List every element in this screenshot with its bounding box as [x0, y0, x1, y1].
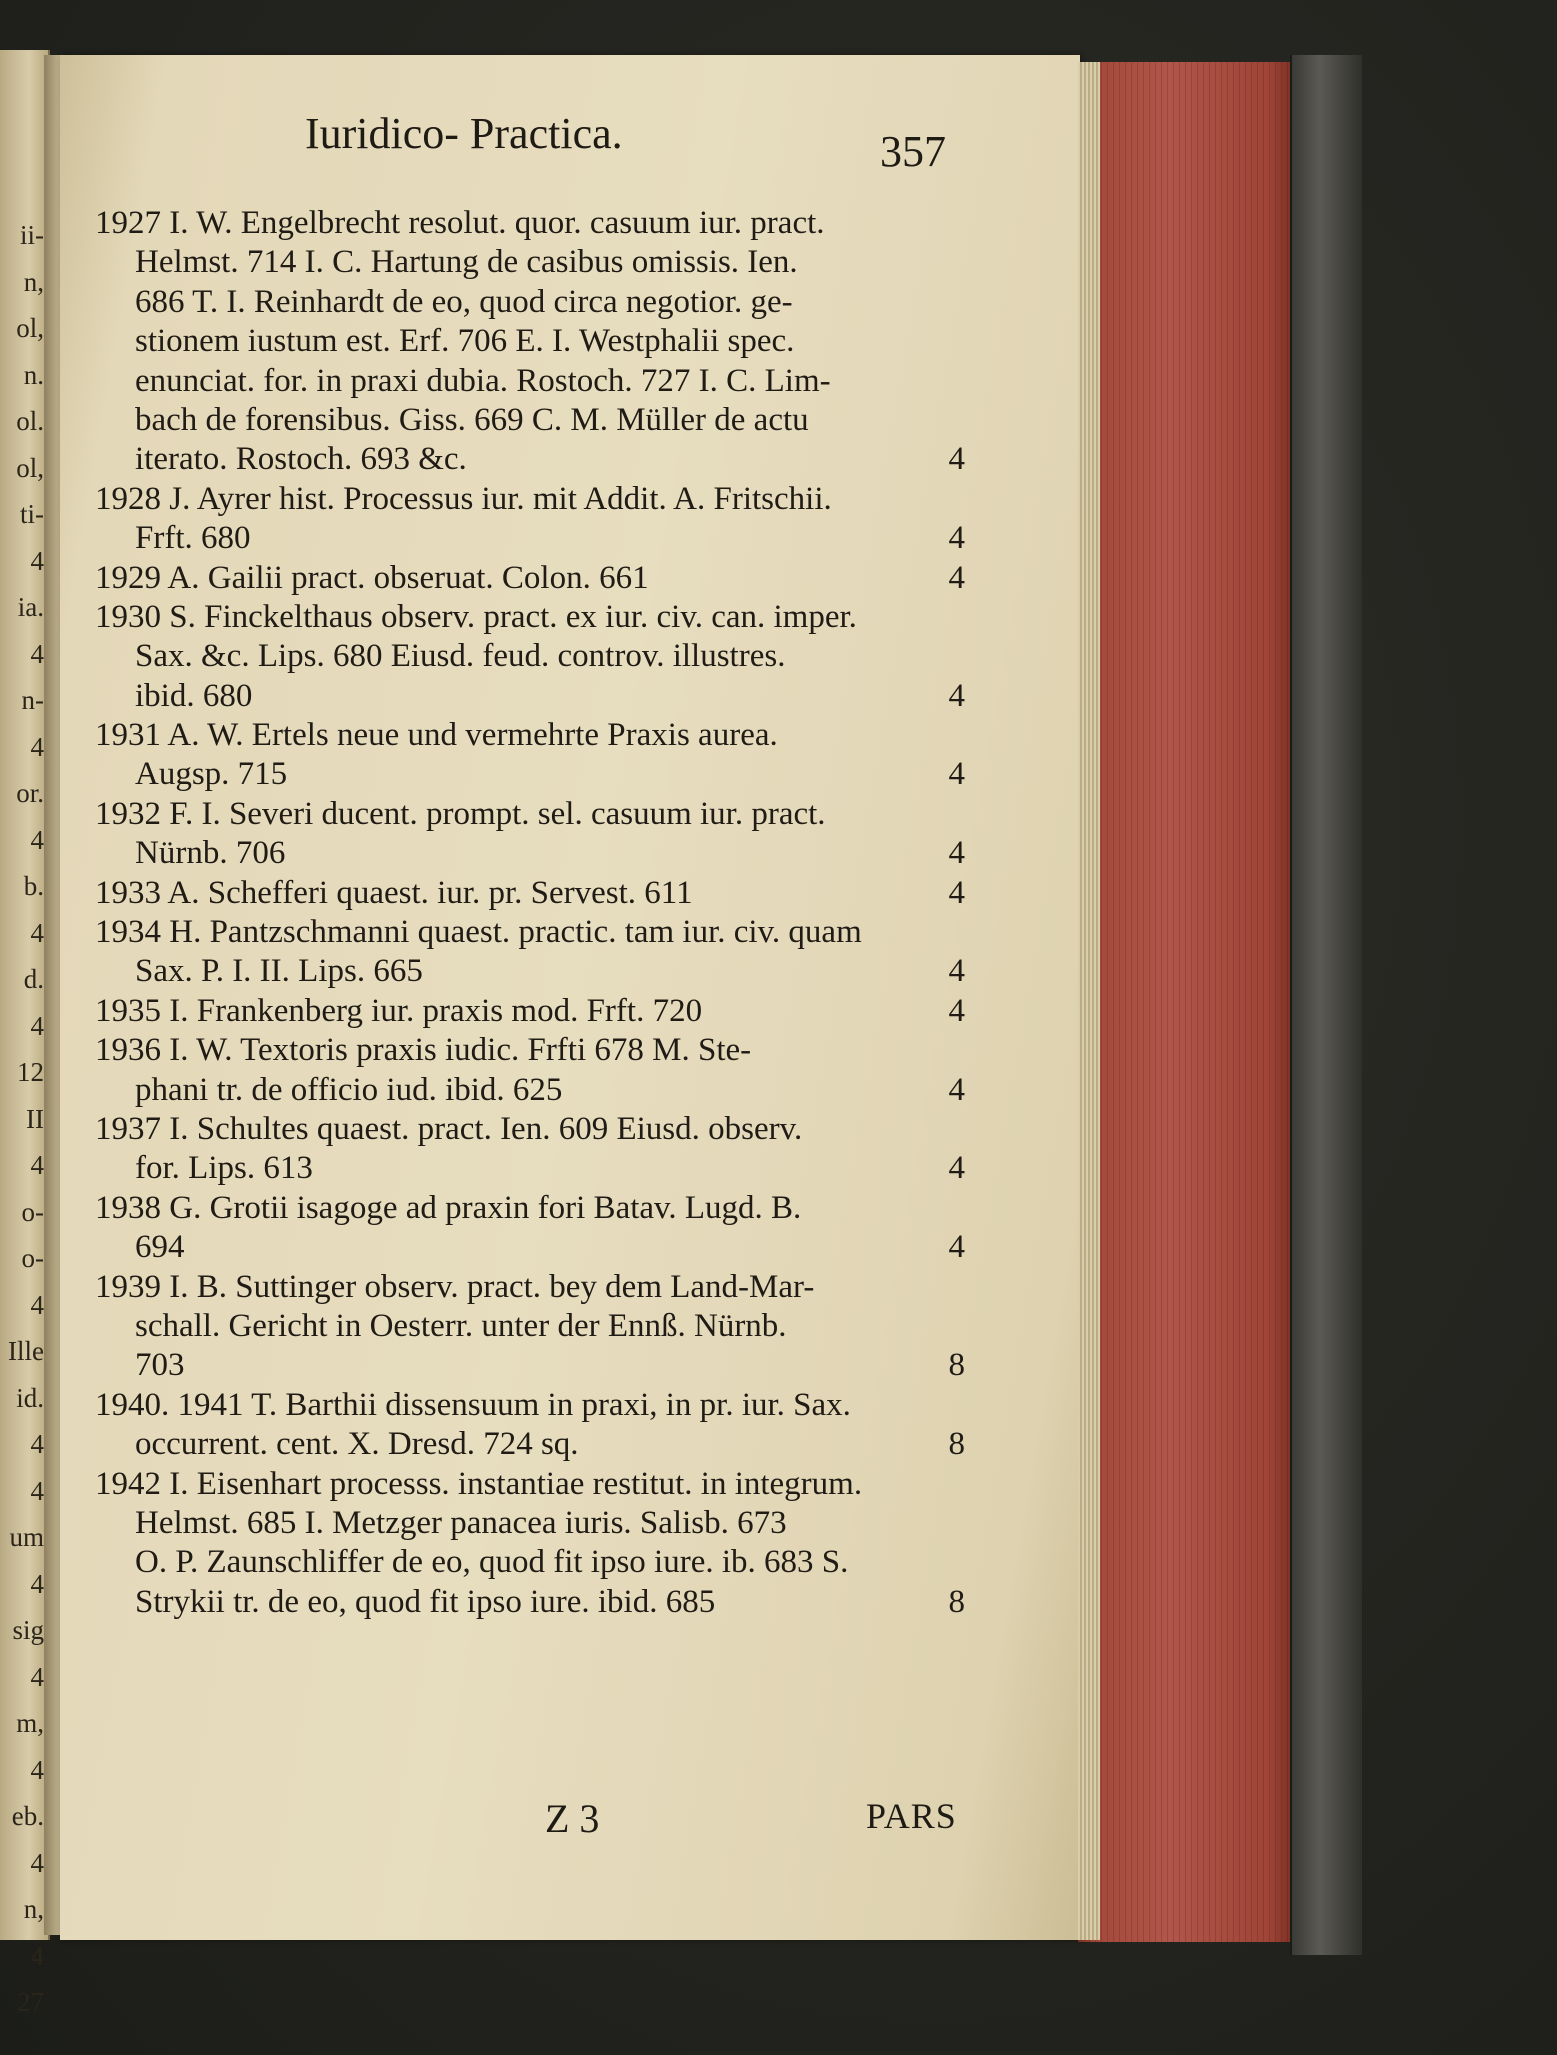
entry-price: 4 — [948, 1150, 965, 1187]
signature-mark: Z 3 — [545, 1796, 600, 1841]
facing-page-fragment: o- — [21, 1196, 44, 1227]
entry-line — [95, 244, 965, 283]
facing-page-fragment: ia. — [17, 592, 44, 622]
facing-page-fragment: 4 — [30, 1429, 44, 1459]
entry-line — [95, 835, 965, 874]
entry-text: 1927 I. W. Engelbrecht resolut. quor. casuum iur. pract. — [95, 205, 825, 241]
entry-line — [95, 1387, 965, 1426]
entry-price: 8 — [948, 1347, 965, 1384]
entry-price: 4 — [948, 953, 965, 990]
entry-line — [95, 481, 965, 520]
facing-page-fragment: 27 — [17, 1987, 44, 2017]
entry-line — [95, 402, 965, 441]
facing-page-fragment: n, — [23, 266, 44, 297]
facing-page-fragment: 4 — [30, 731, 44, 762]
entry-text: Strykii tr. de eo, quod fit ipso iure. ibid. 685 — [135, 1583, 716, 1620]
entry-text: for. Lips. 613 — [135, 1150, 313, 1187]
facing-page-fragment: sig — [12, 1615, 44, 1645]
entry-line — [95, 1505, 965, 1544]
entry-text: 1938 G. Grotii isagoge ad praxin fori Batav. Lugd. B. — [95, 1189, 802, 1226]
facing-page-fragment: 4 — [30, 1010, 44, 1041]
entry-text: bach de forensibus. Giss. 669 C. M. Müller de actu — [135, 401, 809, 438]
entry-line — [95, 1466, 965, 1505]
facing-page-fragment: n- — [21, 685, 44, 715]
entry-price: 4 — [948, 677, 965, 714]
facing-page-fragment: ol, — [16, 313, 44, 343]
entry-line — [95, 717, 965, 756]
facing-page-fragment: 4 — [30, 545, 44, 576]
entry-text: 1933 A. Schefferi quaest. iur. pr. Servest. 611 — [95, 874, 693, 911]
entry-text: Sax. P. I. II. Lips. 665 — [135, 953, 423, 990]
entry-text: enunciat. for. in praxi dubia. Rostoch. 727 I. C. Lim- — [135, 362, 831, 399]
entry-line — [95, 1111, 965, 1150]
facing-page-fragment: eb. — [11, 1801, 44, 1831]
entry-text: Augsp. 715 — [135, 756, 288, 793]
facing-page-fragment: 4 — [30, 1475, 44, 1506]
entry-price: 4 — [948, 559, 965, 596]
entry-text: 694 — [135, 1229, 185, 1266]
entry-text: schall. Gericht in Oesterr. unter der Ennß. Nürnb. — [135, 1307, 787, 1344]
facing-page-fragment: 4 — [30, 1661, 44, 1692]
entry-line — [95, 1347, 965, 1386]
entry-line — [95, 1308, 965, 1347]
facing-page-fragment: 4 — [30, 917, 44, 948]
entry-text: Sax. &c. Lips. 680 Eiusd. feud. controv. illustres. — [135, 638, 786, 675]
entry-price: 4 — [948, 992, 965, 1029]
entry-line — [95, 441, 965, 480]
entry-price: 4 — [948, 520, 965, 557]
entry-text: 686 T. I. Reinhardt de eo, quod circa negotior. ge- — [135, 283, 793, 320]
facing-page-fragment: um — [9, 1522, 44, 1552]
entry-line — [95, 756, 965, 795]
entry-line — [95, 1584, 965, 1623]
entry-line — [95, 1544, 965, 1583]
entry-text: 1930 S. Finckelthaus observ. pract. ex iur. civ. can. imper. — [95, 598, 857, 635]
entry-price: 4 — [948, 1229, 965, 1266]
entry-text: iterato. Rostoch. 693 &c. — [135, 441, 467, 478]
entry-line — [95, 520, 965, 559]
facing-page-fragment: id. — [16, 1382, 44, 1413]
entry-text: 1939 I. B. Suttinger observ. pract. bey dem Land-Mar- — [95, 1268, 815, 1305]
entry-text: 1931 A. W. Ertels neue und vermehrte Praxis aurea. — [95, 717, 778, 754]
facing-page-fragment: 4 — [30, 1568, 44, 1599]
entry-line — [95, 560, 965, 599]
facing-page-fragment: d. — [23, 964, 44, 994]
entry-line — [95, 875, 965, 914]
entry-line — [95, 363, 965, 402]
facing-page-fragment: 12 — [17, 1057, 44, 1087]
entry-line — [95, 284, 965, 323]
entry-text: 1928 J. Ayrer hist. Processus iur. mit Addit. A. Fritschii. — [95, 480, 832, 517]
entry-line — [95, 1150, 965, 1189]
facing-page-fragment: 4 — [30, 1754, 44, 1785]
entry-line — [95, 638, 965, 677]
entry-text: 1937 I. Schultes quaest. pract. Ien. 609 Eiusd. observ. — [95, 1110, 803, 1147]
entry-price: 4 — [948, 835, 965, 872]
entry-line — [95, 1229, 965, 1268]
facing-page-fragment: m, — [16, 1708, 44, 1738]
facing-page-fragment: 4 — [30, 1940, 44, 1971]
entry-price: 8 — [948, 1583, 965, 1620]
facing-page-fragment: b. — [23, 871, 44, 901]
entry-line — [95, 205, 965, 244]
book-cover — [1290, 55, 1362, 1955]
facing-page-fragment: Ille — [8, 1336, 44, 1366]
entry-line — [95, 1269, 965, 1308]
entry-line — [95, 1426, 965, 1465]
page-edges — [1078, 62, 1100, 1940]
page-number: 357 — [880, 127, 946, 176]
facing-page-fragment: 4 — [30, 824, 44, 855]
facing-page-fragment: ol. — [16, 406, 44, 436]
entry-line — [95, 914, 965, 953]
entry-text: phani tr. de officio iud. ibid. 625 — [135, 1071, 563, 1108]
entry-text: Frft. 680 — [135, 520, 251, 557]
entry-text: occurrent. cent. X. Dresd. 724 sq. — [135, 1426, 579, 1463]
facing-page-fragment: 4 — [30, 638, 44, 669]
entry-line — [95, 993, 965, 1032]
running-header-title: Iuridico- Practica. — [305, 109, 623, 158]
page-fore-edge — [1078, 62, 1303, 1942]
facing-page-fragment: ii- — [20, 220, 44, 250]
entry-text: 1934 H. Pantzschmanni quaest. practic. tam iur. civ. quam — [95, 914, 862, 951]
entry-line — [95, 323, 965, 362]
entry-price: 8 — [948, 1426, 965, 1463]
entry-line — [95, 1190, 965, 1229]
facing-page-fragment: 4 — [30, 1150, 44, 1180]
entry-line — [95, 678, 965, 717]
facing-page-fragment: ol, — [16, 452, 44, 483]
facing-page-fragment: 4 — [30, 1289, 44, 1320]
entry-text: 1935 I. Frankenberg iur. praxis mod. Frft. 720 — [95, 992, 703, 1029]
entry-text: Nürnb. 706 — [135, 835, 286, 872]
entry-text: 1942 I. Eisenhart processs. instantiae restitut. in integrum. — [95, 1465, 863, 1502]
entry-price: 4 — [948, 1071, 965, 1108]
entry-line — [95, 1072, 965, 1111]
facing-page-fragment: II — [26, 1103, 44, 1134]
entry-line — [95, 599, 965, 638]
entry-text: 1940. 1941 T. Barthii dissensuum in praxi, in pr. iur. Sax. — [95, 1386, 851, 1423]
entry-text: 703 — [135, 1347, 185, 1384]
facing-page-fragment: or. — [16, 778, 44, 808]
entry-text: 1929 A. Gailii pract. obseruat. Colon. 661 — [95, 559, 649, 596]
entry-text: stionem iustum est. Erf. 706 E. I. Westphalii spec. — [135, 323, 795, 360]
entry-text: 1936 I. W. Textoris praxis iudic. Frfti 678 M. Ste- — [95, 1032, 752, 1069]
catchword: PARS — [866, 1796, 957, 1836]
entry-text: Helmst. 714 I. C. Hartung de casibus omissis. Ien. — [135, 244, 798, 281]
facing-page-fragment: 4 — [30, 1847, 44, 1878]
entry-price: 4 — [948, 756, 965, 793]
entry-text: Helmst. 685 I. Metzger panacea iuris. Salisb. 673 — [135, 1504, 787, 1541]
entry-price: 4 — [948, 874, 965, 911]
entry-text: O. P. Zaunschliffer de eo, quod fit ipso iure. ib. 683 S. — [135, 1544, 849, 1581]
entry-line — [95, 1032, 965, 1071]
entry-text: ibid. 680 — [135, 677, 253, 714]
entry-line — [95, 796, 965, 835]
facing-page-fragment: ti- — [20, 499, 44, 529]
facing-page-fragment: n. — [23, 359, 44, 390]
facing-page-left — [0, 50, 50, 2017]
facing-page-fragment: n, — [23, 1894, 44, 1924]
entry-line — [95, 953, 965, 992]
facing-page-fragment: o- — [21, 1243, 44, 1273]
catalogue-entries — [95, 205, 965, 1623]
entry-text: 1932 F. I. Severi ducent. prompt. sel. casuum iur. pract. — [95, 795, 826, 832]
entry-price: 4 — [948, 441, 965, 478]
